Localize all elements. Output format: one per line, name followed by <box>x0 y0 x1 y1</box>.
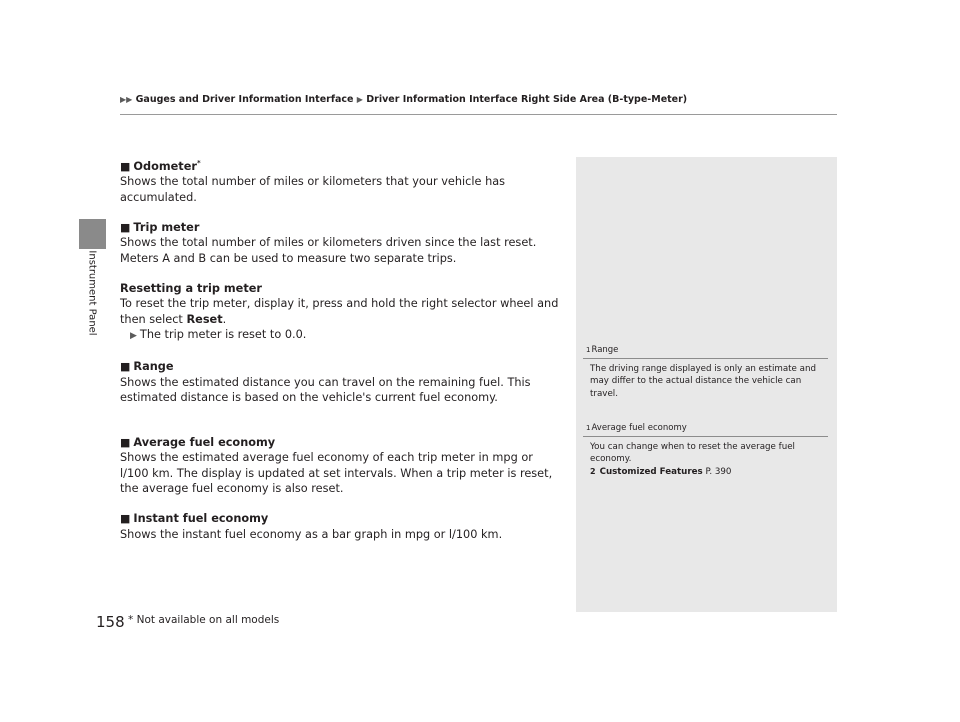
average-fuel-body: Shows the estimated average fuel economy of each trip meter in mpg or l/100 km. The display is updated at set intervals. When a trip meter is reset, the average fuel economy is also reset. <box>120 451 553 496</box>
reset-trip-heading: Resetting a trip meter <box>120 281 262 295</box>
range-heading: ■ Range <box>120 360 174 374</box>
instant-fuel-heading: ■ Instant fuel economy <box>120 512 269 526</box>
chapter-tab-marker <box>79 219 106 249</box>
square-bullet-icon: ■ <box>120 360 131 374</box>
instant-fuel-body: Shows the instant fuel economy as a bar graph in mpg or l/100 km. <box>120 527 503 541</box>
average-fuel-heading: ■ Average fuel economy <box>120 435 276 449</box>
reset-trip-body: To reset the trip meter, display it, press and hold the right selector wheel and then select Reset. <box>120 297 559 326</box>
odometer-body: Shows the total number of miles or kilometers that your vehicle has accumulated. <box>120 175 506 204</box>
breadcrumb-arrow-icon: ▶ <box>356 95 363 104</box>
main-content <box>120 156 560 542</box>
header-divider <box>120 114 837 115</box>
average-fuel-note-body: You can change when to reset the average fuel economy. <box>590 441 795 464</box>
range-note-title: $^1$Range <box>583 344 828 359</box>
breadcrumb-item-gauges[interactable]: Gauges and Driver Information Interface <box>135 94 354 105</box>
average-fuel-note <box>583 422 828 478</box>
breadcrumb-item-current: Driver Information Interface Right Side Area (B-type-Meter) <box>366 94 688 105</box>
reset-trip-result: ▶ The trip meter is reset to 0.0. <box>130 328 307 342</box>
cross-reference-icon: 2 <box>590 466 596 476</box>
average-fuel-note-title: $^1$Average fuel economy <box>583 422 828 437</box>
breadcrumb <box>120 94 687 105</box>
trip-meter-heading: ■ Trip meter <box>120 220 200 234</box>
range-note-body: The driving range displayed is only an estimate and may differ to the actual distance the vehicle can travel. <box>590 363 817 399</box>
customized-features-link[interactable]: 2 Customized Features P. 390 <box>590 466 732 477</box>
result-arrow-icon: ▶ <box>130 331 137 342</box>
odometer-heading: ■ Odometer* <box>120 159 201 173</box>
range-body: Shows the estimated distance you can travel on the remaining fuel. This estimated distance is based on the vehicle's current fuel economy. <box>120 375 531 405</box>
page-number: 158 <box>96 613 125 631</box>
square-bullet-icon: ■ <box>120 220 131 234</box>
chapter-tab-label: Instrument Panel <box>86 250 98 336</box>
footnote: * Not available on all models <box>128 614 280 626</box>
trip-meter-body: Shows the total number of miles or kilometers driven since the last reset. Meters A and B can be used to measure two separate trips. <box>120 236 537 265</box>
square-bullet-icon: ■ <box>120 159 131 173</box>
range-note <box>583 344 828 400</box>
square-bullet-icon: ■ <box>120 435 131 449</box>
chapter-tab <box>77 248 107 338</box>
square-bullet-icon: ■ <box>120 512 131 526</box>
breadcrumb-arrow-icon: ▶▶ <box>120 95 133 104</box>
